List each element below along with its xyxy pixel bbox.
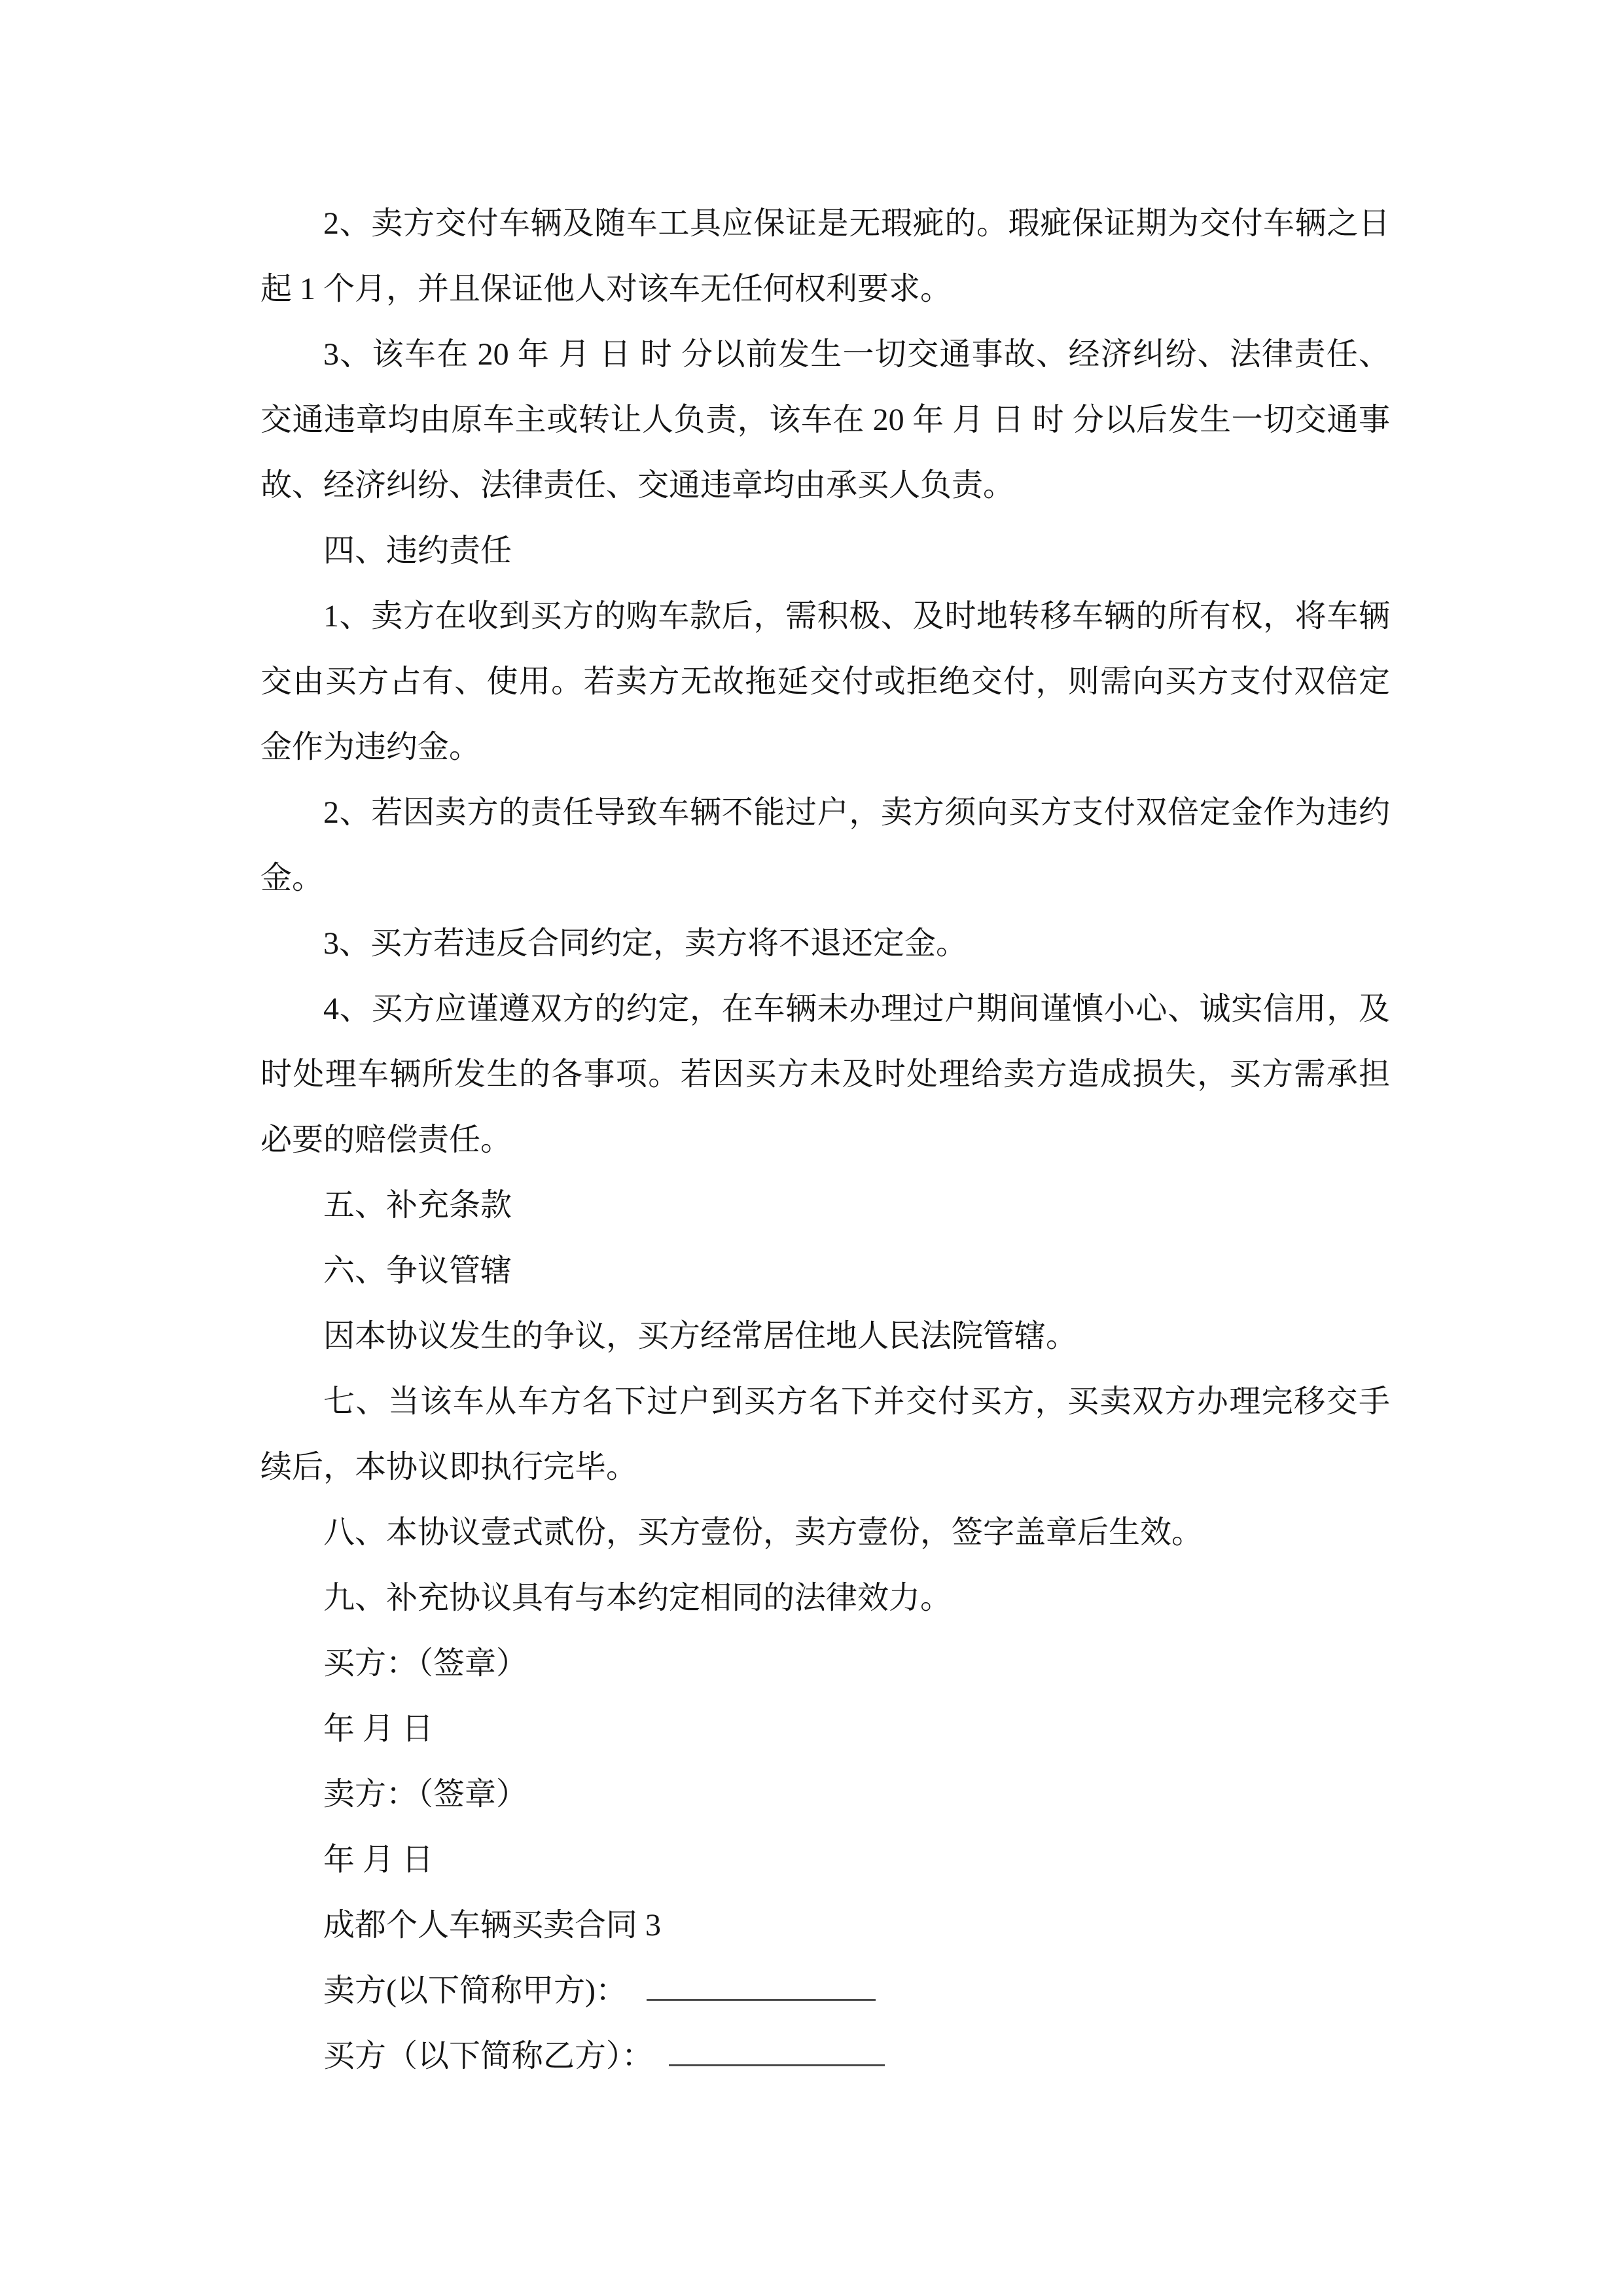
buyer-fill-label: 买方（以下简称乙方）： bbox=[323, 2039, 654, 2073]
clause-warranty: 2、卖方交付车辆及随车工具应保证是无瑕疵的。瑕疵保证期为交付车辆之日起 1 个月，并且保证他人对该车无任何权利要求。 bbox=[260, 206, 1390, 306]
buyer-signature-label: 买方：（签章） bbox=[323, 1646, 528, 1681]
clause-breach-1: 1、卖方在收到买方的购车款后，需积极、及时地转移车辆的所有权，将车辆交由买方占有、使用。若卖方无故拖延交付或拒绝交付，则需向买方支付双倍定金作为违约金。 bbox=[260, 599, 1390, 764]
section-heading-supplementary-terms: 五、补充条款 bbox=[323, 1188, 512, 1223]
clause-breach-2: 2、若因卖方的责任导致车辆不能过户，卖方须向买方支付双倍定金作为违约金。 bbox=[260, 795, 1390, 895]
clause-breach-4: 4、买方应谨遵双方的约定，在车辆未办理过户期间谨慎小心、诚实信用，及时处理车辆所发生的各事项。若因买方未及时处理给卖方造成损失，买方需承担必要的赔偿责任。 bbox=[260, 992, 1390, 1157]
buyer-blank-underline bbox=[669, 2034, 885, 2066]
clause-jurisdiction: 因本协议发生的争议，买方经常居住地人民法院管辖。 bbox=[323, 1319, 1078, 1354]
seller-signature-label: 卖方：（签章） bbox=[323, 1777, 528, 1812]
clause-contract-copies: 八、本协议壹式贰份，买方壹份，卖方壹份，签字盖章后生效。 bbox=[323, 1515, 1204, 1550]
clause-breach-3: 3、买方若违反合同约定，卖方将不退还定金。 bbox=[323, 926, 968, 961]
seller-fill-label: 卖方(以下简称甲方)： bbox=[323, 1973, 627, 2008]
clause-accident-liability: 3、该车在 20 年 月 日 时 分以前发生一切交通事故、经济纠纷、法律责任、交通违章均由原车主或转让人负责，该车在 20 年 月 日 时 分以后发生一切交通事故、经济纠纷、法律责任、交通违章均由承买人负责。 bbox=[260, 337, 1390, 503]
seller-fill-line bbox=[260, 1958, 1390, 2024]
seller-date-line: 年 月 日 bbox=[323, 1842, 434, 1877]
subtitle-contract-3: 成都个人车辆买卖合同 3 bbox=[323, 1908, 662, 1943]
seller-blank-underline bbox=[647, 1969, 876, 2001]
clause-transfer-completion: 七、当该车从车方名下过户到买方名下并交付买方，买卖双方办理完移交手续后，本协议即执行完毕。 bbox=[260, 1384, 1390, 1484]
clause-supplementary-effect: 九、补充协议具有与本约定相同的法律效力。 bbox=[323, 1581, 952, 1615]
buyer-fill-line bbox=[260, 2024, 1390, 2089]
buyer-date-line: 年 月 日 bbox=[323, 1712, 434, 1746]
section-heading-dispute-jurisdiction: 六、争议管辖 bbox=[323, 1253, 512, 1288]
section-heading-breach-liability: 四、违约责任 bbox=[323, 533, 512, 568]
